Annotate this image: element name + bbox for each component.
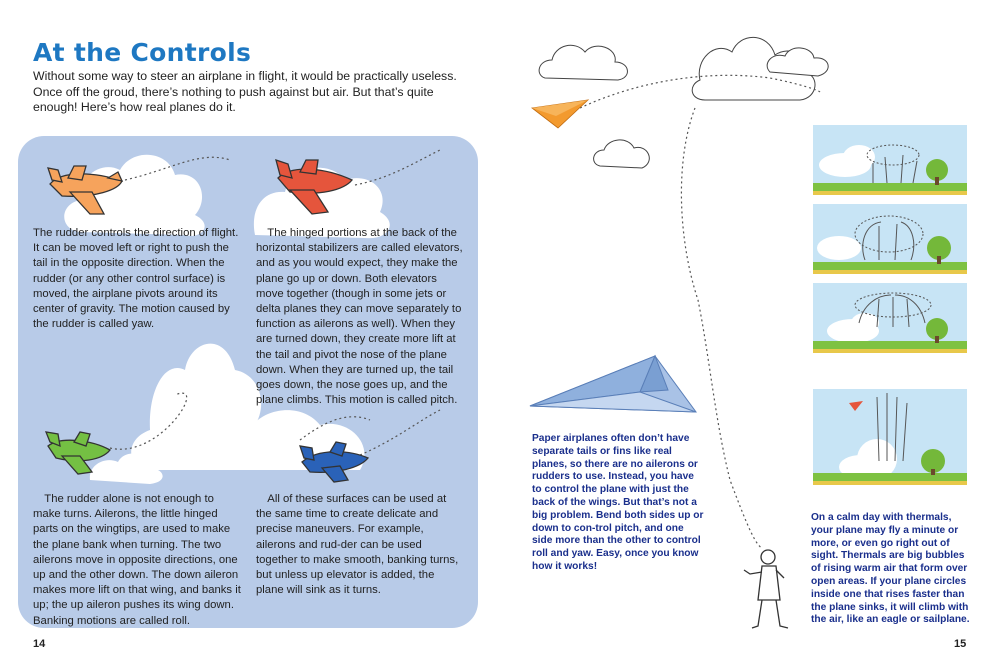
- page-title: At the Controls: [33, 38, 252, 67]
- thermal-callout: On a calm day with thermals, your plane may fly a minute or more, or even go right out of sight. Thermals are big bubbles of rising warm air that form over open areas. If your plane circles inside one that rises faster than the plane sinks, it will climb with the air, like an eagle or sailplane.: [811, 512, 970, 626]
- thermal-illustration-2: [813, 204, 967, 274]
- thermal-arrows-icon: [867, 145, 919, 183]
- rudder-paragraph: The rudder controls the direction of flight. It can be moved left or right to push the tail in the opposite direction. When the rudder (or any other control surface) is moved, the airplane pivots around its center of gravity. The motion caused by the rudder is called yaw.: [33, 227, 239, 331]
- paper-airplane-icon: [530, 356, 696, 412]
- page-number-left: 14: [33, 638, 46, 650]
- intro-paragraph: Without some way to steer an airplane in flight, it would be practically useless. Once off the groud, there’s nothing to push against but air. But that’s quite enough! Here’s how real planes do it.: [33, 69, 457, 114]
- boy-throwing-icon: [744, 550, 788, 628]
- thermal-illustration-1: [813, 125, 967, 195]
- combined-paragraph: All of these surfaces can be used at the same time to create delicate and precise maneuvers. For example, ailerons and rud-der can be used together to make smooth, banking turns, but unless up elevator is added, the plane will sink as it turns.: [256, 493, 459, 597]
- page-number-right: 15: [954, 638, 967, 650]
- aileron-paragraph: The rudder alone is not enough to make turns. Ailerons, the little hinged parts on the wingtips, are used to make the plane bank when turning. The two ailerons move in opposite directions, one up and the other down. The down aileron makes more lift on that wing, and banks it up; the up aileron pushes its wing down. Banking motions are called roll.: [33, 493, 241, 627]
- orange-paper-plane-icon: [532, 100, 588, 128]
- thermal-illustration-3: [813, 283, 967, 353]
- thermal-arrows-icon: [855, 216, 923, 260]
- red-paper-plane-icon: [849, 401, 863, 411]
- thermal-illustration-4: [813, 389, 967, 485]
- elevator-paragraph: The hinged portions at the back of the horizontal stabilizers are called elevators, and as you would expect, they make the plane go up or down. Both elevators move together (though in some jets or delta planes they can move separately to function as ailerons as well). When they are turned down, they create more lift at the tail and pivot the nose of the plane down. When they are turned up, the tail goes down, the nose goes up, and the plane climbs. This motion is called pitch.: [256, 227, 463, 407]
- paper-airplane-callout: Paper airplanes often don’t have separate tails or fins like real planes, so there are no ailerons or rudders to use. Instead, you have to control the plane with just the back of the wings. But that’s not a big problem. Bend both sides up or down to con-trol pitch, and one side more than the other to control roll and yaw. Easy, once you know how it works!: [532, 433, 704, 572]
